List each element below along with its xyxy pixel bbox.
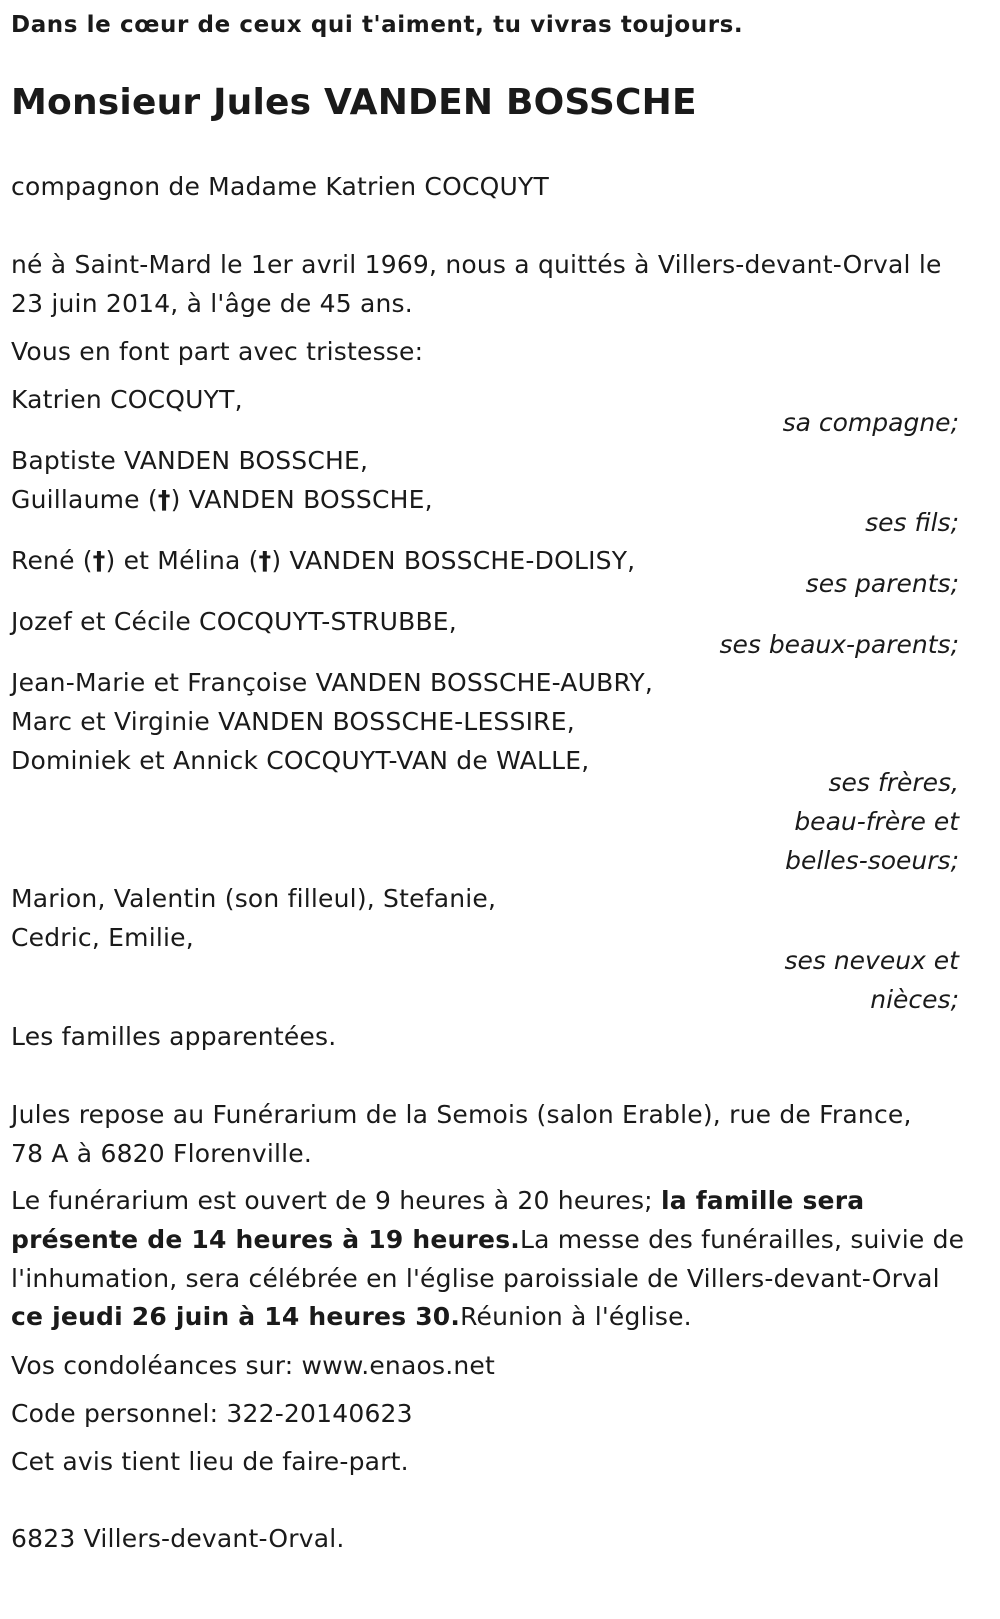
funeral-paragraph-line	[11, 1186, 864, 1216]
condolences-line: Vos condoléances sur: www.enaos.net	[11, 1351, 495, 1380]
family-relation: beau-frère et	[794, 807, 959, 836]
funeral-paragraph-line	[11, 1302, 692, 1332]
bold-text-part: la famille sera	[660, 1186, 865, 1215]
family-member-line: Marion, Valentin (son filleul), Stefanie,	[11, 884, 497, 913]
families-line: Les familles apparentées.	[11, 1022, 337, 1051]
name-part: ) VANDEN BOSSCHE,	[170, 485, 433, 514]
family-relation: nièces;	[870, 985, 959, 1014]
name-part: ) et Mélina (	[105, 546, 259, 575]
name-part: Guillaume (	[11, 485, 158, 514]
deceased-name: Monsieur Jules VANDEN BOSSCHE	[11, 82, 697, 123]
cross-icon: †	[258, 546, 272, 575]
text-part: La messe des funérailles, suivie de	[519, 1225, 965, 1254]
personal-code-line: Code personnel: 322-20140623	[11, 1399, 413, 1428]
notice-line: Cet avis tient lieu de faire-part.	[11, 1447, 409, 1476]
bold-text-part: présente de 14 heures à 19 heures.	[11, 1225, 520, 1254]
family-member-line	[11, 485, 433, 515]
text-part: Le funérarium est ouvert de 9 heures à 20 heures;	[11, 1186, 661, 1215]
family-member-line: Cedric, Emilie,	[11, 923, 194, 952]
funeral-paragraph-line: l'inhumation, sera célébrée en l'église paroissiale de Villers-devant-Orval	[11, 1264, 940, 1293]
family-relation: belles-soeurs;	[785, 846, 959, 875]
family-member-line: Katrien COCQUYT,	[11, 385, 243, 414]
name-part: ) VANDEN BOSSCHE-DOLISY,	[271, 546, 636, 575]
family-relation: ses fils;	[865, 508, 959, 537]
family-relation: sa compagne;	[782, 408, 959, 437]
family-member-line: Baptiste VANDEN BOSSCHE,	[11, 446, 369, 475]
family-relation: ses parents;	[805, 569, 959, 598]
obituary-notice	[11, 0, 965, 1619]
cross-icon: †	[92, 546, 106, 575]
family-member-line: Jean-Marie et Françoise VANDEN BOSSCHE-AUBRY,	[11, 668, 654, 697]
cross-icon: †	[157, 485, 171, 514]
family-member-line: Marc et Virginie VANDEN BOSSCHE-LESSIRE,	[11, 707, 575, 736]
family-relation: ses beaux-parents;	[719, 630, 959, 659]
address-line: 6823 Villers-devant-Orval.	[11, 1524, 345, 1553]
birth-death-line-2: 23 juin 2014, à l'âge de 45 ans.	[11, 289, 413, 318]
name-part: René (	[11, 546, 93, 575]
bold-text-part: ce jeudi 26 juin à 14 heures 30.	[11, 1302, 461, 1331]
family-relation: ses frères,	[828, 768, 959, 797]
family-member-line	[11, 546, 635, 576]
announcement-intro: Vous en font part avec tristesse:	[11, 337, 424, 366]
text-part: Réunion à l'église.	[460, 1302, 692, 1331]
birth-death-line-1: né à Saint-Mard le 1er avril 1969, nous a quittés à Villers-devant-Orval le	[11, 250, 942, 279]
rest-line-2: 78 A à 6820 Florenville.	[11, 1139, 312, 1168]
funeral-paragraph-line	[11, 1225, 964, 1255]
family-member-line: Dominiek et Annick COCQUYT-VAN de WALLE,	[11, 746, 590, 775]
rest-line-1: Jules repose au Funérarium de la Semois (salon Erable), rue de France,	[11, 1100, 912, 1129]
family-member-line: Jozef et Cécile COCQUYT-STRUBBE,	[11, 607, 457, 636]
family-relation: ses neveux et	[784, 946, 959, 975]
motto: Dans le cœur de ceux qui t'aiment, tu vivras toujours.	[11, 12, 744, 38]
partner-line: compagnon de Madame Katrien COCQUYT	[11, 172, 549, 201]
